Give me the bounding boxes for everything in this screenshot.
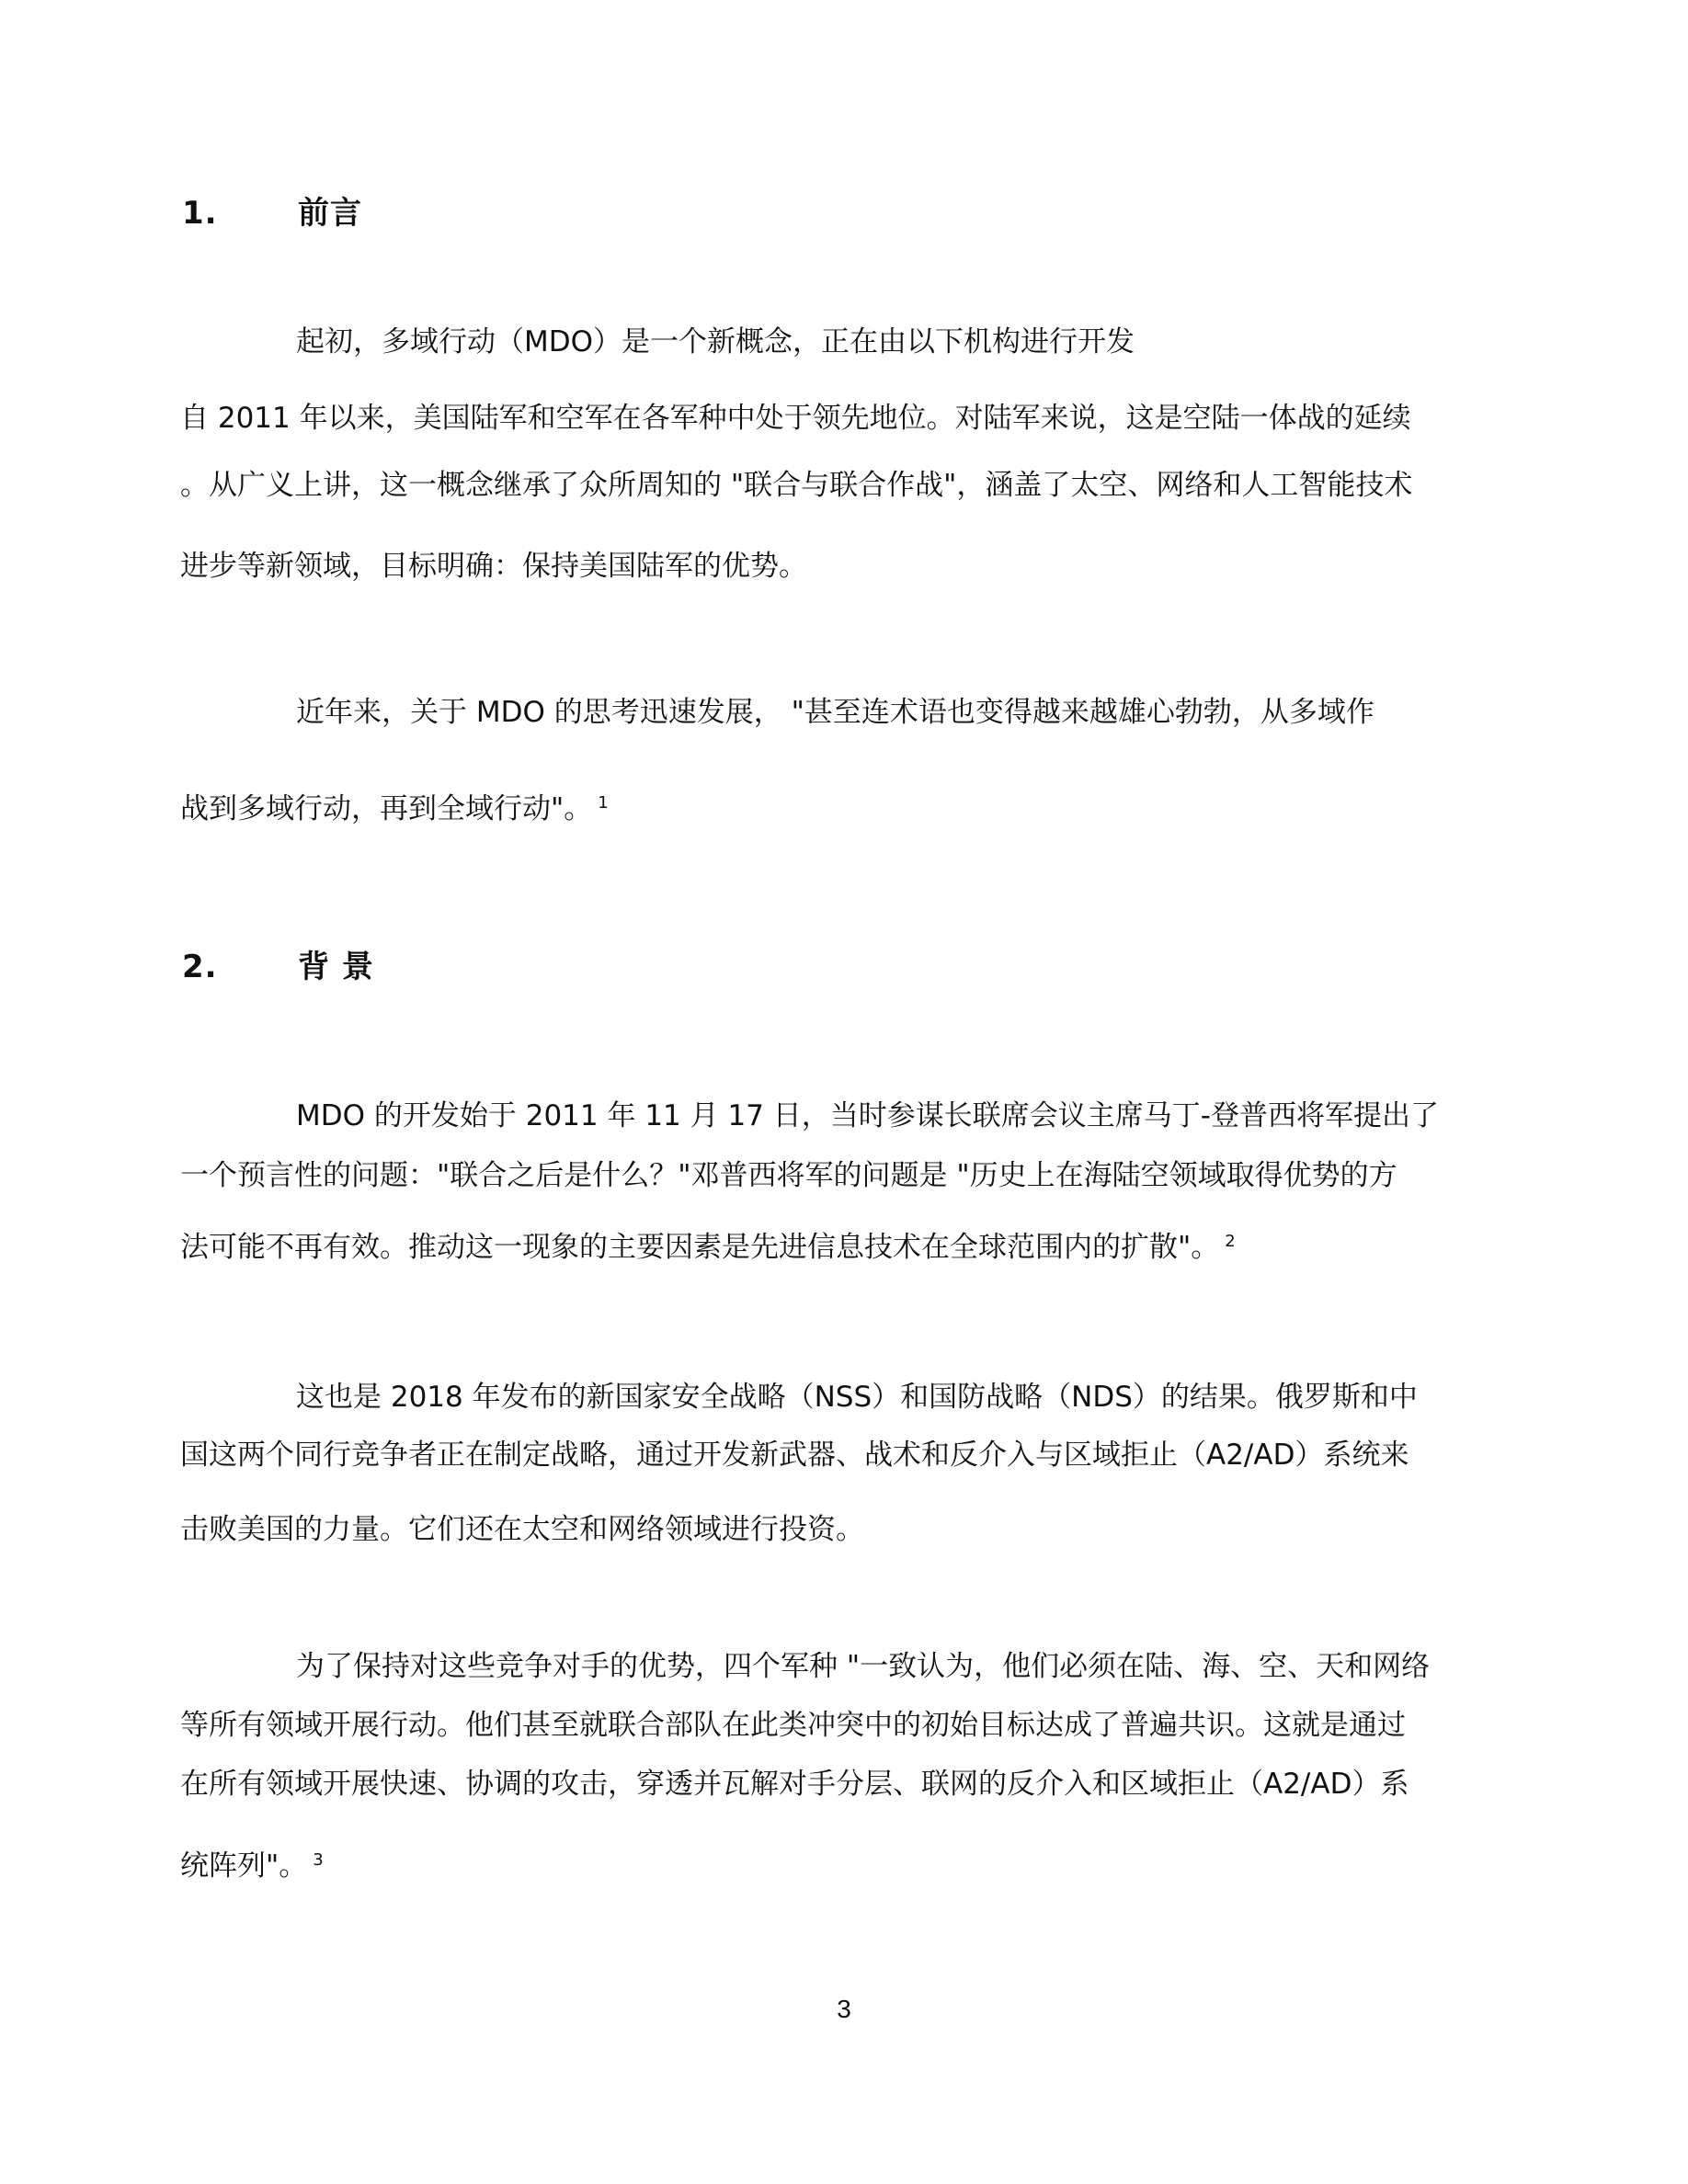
text-line	[180, 791, 609, 827]
text-line	[180, 1229, 1236, 1266]
footnote-marker: 1	[598, 792, 609, 813]
text-line: 近年来，关于 MDO 的思考迅速发展， "甚至连术语也变得越来越雄心勃勃，从多域作	[296, 696, 1374, 729]
footnote-marker: 2	[1225, 1231, 1236, 1251]
section-title: 背 景	[298, 949, 374, 985]
section-2-heading	[182, 941, 374, 986]
footnote-marker: 3	[313, 1849, 324, 1870]
text-line	[180, 1848, 324, 1884]
text-line: 一个预言性的问题："联合之后是什么？"邓普西将军的问题是 "历史上在海陆空领域取得优势的方	[180, 1159, 1397, 1192]
text-line: 这也是 2018 年发布的新国家安全战略（NSS）和国防战略（NDS）的结果。俄罗斯和中	[296, 1381, 1418, 1414]
text-line: 自 2011 年以来，美国陆军和空军在各军种中处于领先地位。对陆军来说，这是空陆一体战的延续	[180, 402, 1411, 435]
text-line: MDO 的开发始于 2011 年 11 月 17 日，当时参谋长联席会议主席马丁-登普西将军提出了	[296, 1099, 1439, 1132]
text-line: 进步等新领域，目标明确：保持美国陆军的优势。	[180, 550, 807, 583]
text-line: 起初，多域行动（MDO）是一个新概念，正在由以下机构进行开发	[296, 325, 1135, 358]
section-1-heading	[182, 188, 362, 233]
text-line-content: 战到多域行动，再到全域行动"。	[180, 792, 593, 825]
text-line: 。从广义上讲，这一概念继承了众所周知的 "联合与联合作战"，涵盖了太空、网络和人工智能技术	[180, 469, 1413, 502]
section-number: 1.	[182, 195, 218, 232]
text-line-content: 法可能不再有效。推动这一现象的主要因素是先进信息技术在全球范围内的扩散"。	[180, 1231, 1220, 1264]
section-number: 2.	[182, 949, 218, 985]
text-line: 在所有领域开展快速、协调的攻击，穿透并瓦解对手分层、联网的反介入和区域拒止（A2/AD）系	[180, 1768, 1409, 1801]
text-line: 为了保持对这些竞争对手的优势，四个军种 "一致认为，他们必须在陆、海、空、天和网络	[296, 1650, 1431, 1683]
page-number: 3	[837, 1995, 851, 2023]
text-line: 国这两个同行竞争者正在制定战略，通过开发新武器、战术和反介入与区域拒止（A2/AD）系统来	[180, 1439, 1409, 1472]
text-line-content: 统阵列"。	[180, 1849, 308, 1883]
section-title: 前言	[298, 195, 362, 232]
text-line: 击败美国的力量。它们还在太空和网络领域进行投资。	[180, 1513, 864, 1546]
text-line: 等所有领域开展行动。他们甚至就联合部队在此类冲突中的初始目标达成了普遍共识。这就是通过	[180, 1709, 1406, 1742]
